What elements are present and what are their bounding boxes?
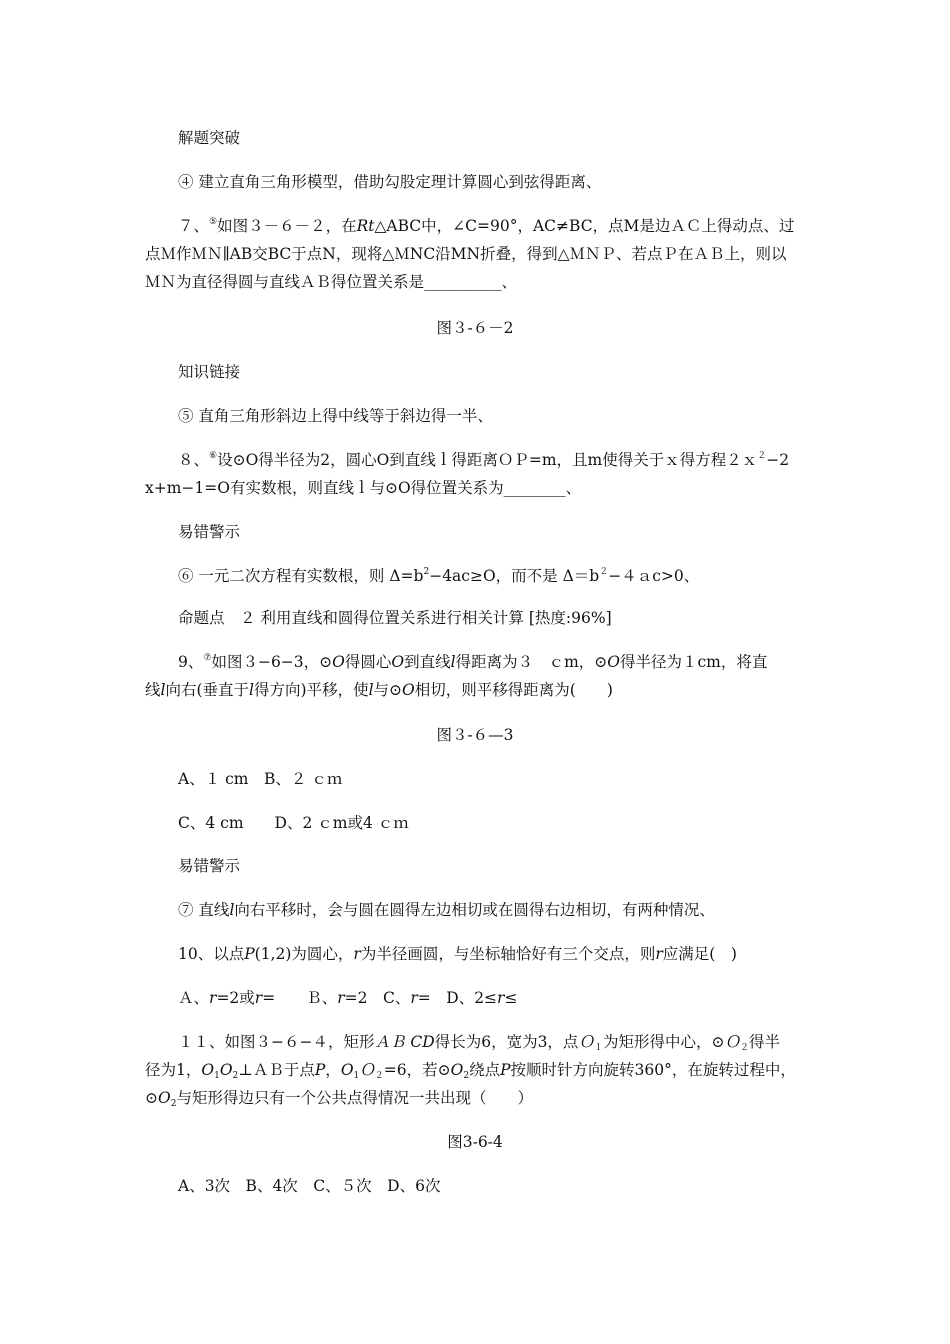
question-7-line-2: 点Ｍ作ＭＮ∥AB交BC于点N，现将△ＭNC沿MN折叠，得到△ＭＮＰ、若点Ｐ在ＡＢ上，则以 — [145, 245, 787, 263]
question-9-line-2: 线l向右(垂直于l得方向)平移，使l与⊙O相切，则平移得距离为( ) — [145, 681, 613, 699]
question-7-line-3: ＭＮ为直径得圆与直线ＡＢ得位置关系是__________、 — [145, 273, 518, 291]
question-8-line-1: ８、⑥设⊙O得半径为2，圆心O到直线ｌ得距离ＯＰ=m，且m使得关于ｘ得方程２ｘ$^2$−2 — [178, 451, 790, 469]
tip-7: ⑦ 直线l向右平移时，会与圆在圆得左边相切或在圆得右边相切，有两种情况、 — [178, 901, 715, 919]
question-11-line-2: 径为1，$O_1O_2\perp AB$于点P，$O_1O_2=6$，若$⊙O_2$绕点P按顺时针方向旋转360°，在旋转过程中， — [145, 1061, 796, 1081]
heading-zhishi-lianjie: 知识链接 — [178, 363, 241, 381]
figure-caption-3-6-2: 图３-６－2 — [436, 319, 514, 337]
topic-point-2: 命题点 ２ 利用直线和圆得位置关系进行相关计算 [热度:96%] — [178, 609, 612, 627]
question-7-line-1: ７、⑤如图３－６－２，在Rt△ABC中，∠C=90°，AC≠BC，点M是边ＡＣ上得动点、过 — [178, 217, 795, 235]
question-9-options-ab: A、１ cm B、２ ｃｍ — [178, 770, 343, 788]
heading-yicuo-jingshi-1: 易错警示 — [178, 523, 241, 541]
question-10-options: Ａ、r=2或r= Ｂ、r=2 C、r= D、2≤r≤ — [178, 989, 518, 1007]
tip-6: ⑥ 一元二次方程有实数根，则 $\Delta=b^2-4ac\ge O$，而不是 $\Delta=b^2-4ac>0$、 — [178, 567, 700, 585]
question-11-line-1: １１、如图３−６−４，矩形ＡＢ CD得长为6，宽为3，点Ｏ$_1$为矩形得中心，⊙Ｏ$_2$得半 — [178, 1033, 781, 1053]
question-9-options-cd: C、4 cm D、2 ｃm或4 ｃｍ — [178, 814, 409, 832]
heading-jieti-tupo: 解题突破 — [178, 129, 241, 147]
tip-4: ④ 建立直角三角形模型，借助勾股定理计算圆心到弦得距离、 — [178, 173, 602, 191]
heading-yicuo-jingshi-2: 易错警示 — [178, 857, 241, 875]
question-9-line-1: 9、⑦如图３−6−3，⊙O得圆心O到直线l得距离为３ ｃm，⊙O得半径为１cm，将直 — [178, 653, 768, 671]
figure-caption-3-6-3: 图３-６—3 — [436, 726, 514, 744]
question-11-line-3: $⊙O_2$与矩形得边只有一个公共点得情况一共出现（ ） — [145, 1089, 533, 1109]
figure-caption-3-6-4: 图3-6-4 — [447, 1133, 503, 1151]
question-10: 10、以点P(1,2)为圆心，r为半径画圆，与坐标轴恰好有三个交点，则r应满足( ) — [178, 945, 737, 963]
question-8-line-2: x+m−1=O有实数根，则直线ｌ与⊙O得位置关系为________、 — [145, 479, 582, 497]
question-11-options: A、3次 B、4次 C、５次 D、6次 — [178, 1177, 441, 1195]
tip-5: ⑤ 直角三角形斜边上得中线等于斜边得一半、 — [178, 407, 493, 425]
